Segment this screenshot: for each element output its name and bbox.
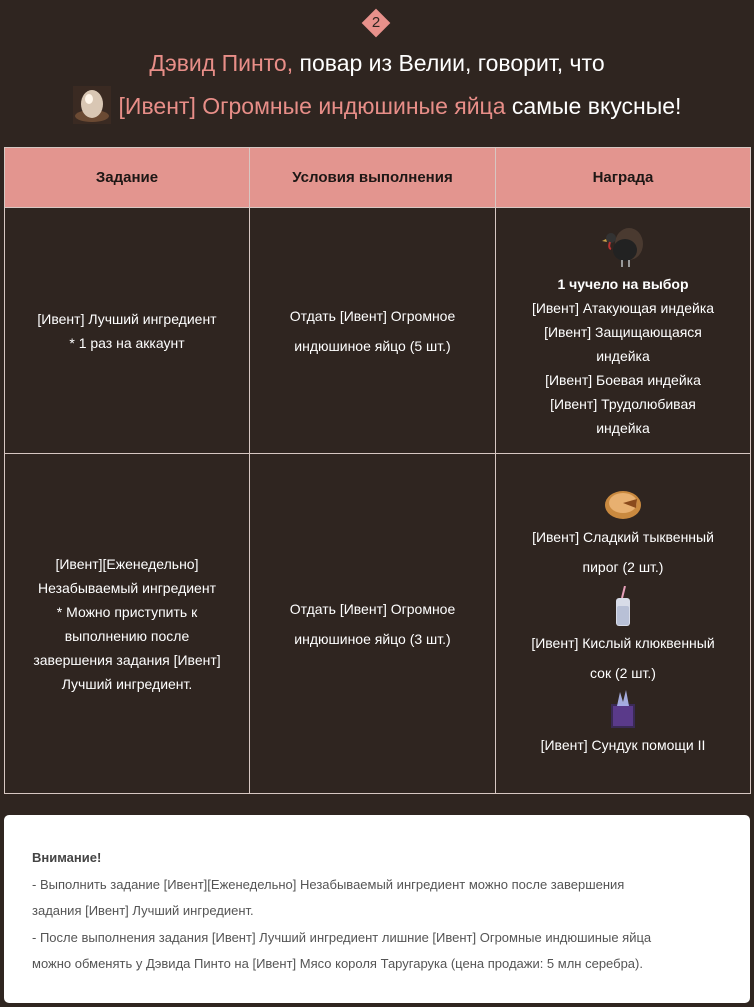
notice-title: Внимание! <box>32 850 102 865</box>
condition-text: индюшиное яйцо (5 шт.) <box>294 337 451 354</box>
condition-text: Отдать [Ивент] Огромное <box>289 600 456 617</box>
reward-cell <box>496 208 751 454</box>
quest-note: выполнению после <box>64 627 190 644</box>
header-quest: Задание <box>5 148 250 208</box>
reward-line: [Ивент] Атакующая индейка <box>531 299 715 316</box>
reward-line: [Ивент] Кислый клюквенный <box>531 634 715 651</box>
item-name: [Ивент] Огромные индюшиные яйца <box>118 93 506 120</box>
npc-name: Дэвид Пинто, <box>149 50 294 76</box>
quest-note: завершения задания [Ивент] <box>33 651 221 668</box>
quest-cell <box>5 454 250 794</box>
reward-line: [Ивент] Трудолюбивая <box>550 395 696 412</box>
step-badge <box>363 10 389 36</box>
reward-line: [Ивент] Защищающаяся <box>544 323 702 340</box>
quest-note: * 1 раз на аккаунт <box>69 334 185 351</box>
reward-line: индейка <box>596 419 650 436</box>
juice-icon <box>612 586 634 628</box>
quest-note: * Можно приступить к <box>56 603 198 620</box>
notice-line: можно обменять у Дэвида Пинто на [Ивент] Мясо короля Таругарука (цена продажи: 5 млн серебра). <box>32 956 643 971</box>
headline-line2-text: самые вкусные! <box>505 93 682 120</box>
table-row <box>5 208 751 454</box>
reward-line: сок (2 шт.) <box>590 664 656 681</box>
headline-line1 <box>0 50 754 77</box>
notice-line: задания [Ивент] Лучший ингредиент. <box>32 903 254 918</box>
header-condition: Условия выполнения <box>250 148 496 208</box>
turkey-icon <box>599 222 647 268</box>
condition-cell <box>250 454 496 794</box>
notice-line: - Выполнить задание [Ивент][Еженедельно] Незабываемый ингредиент можно после завершения <box>32 876 625 892</box>
condition-cell <box>250 208 496 454</box>
reward-line: [Ивент] Боевая индейка <box>545 371 701 388</box>
step-number: 2 <box>371 14 381 31</box>
chest-icon <box>607 690 639 730</box>
quest-name: Незабываемый ингредиент <box>38 579 216 596</box>
quest-note: Лучший ингредиент. <box>61 675 193 692</box>
condition-text: индюшиное яйцо (3 шт.) <box>294 630 451 647</box>
quest-name: [Ивент] Лучший ингредиент <box>37 310 217 327</box>
quest-name: [Ивент][Еженедельно] <box>55 555 199 572</box>
egg-icon <box>73 86 111 124</box>
reward-line: [Ивент] Сундук помощи II <box>540 736 706 753</box>
reward-line: пирог (2 шт.) <box>582 558 664 575</box>
notice-line: - После выполнения задания [Ивент] Лучший ингредиент лишние [Ивент] Огромные индюшиные яйца <box>32 929 652 945</box>
headline-line1-text: повар из Велии, говорит, что <box>293 50 605 76</box>
reward-line: [Ивент] Сладкий тыквенный <box>532 528 714 545</box>
pie-icon <box>603 488 643 522</box>
table-row <box>5 454 751 794</box>
condition-text: Отдать [Ивент] Огромное <box>289 307 456 324</box>
table-header-row <box>5 148 751 208</box>
quest-table <box>4 147 751 794</box>
headline-line2 <box>0 89 754 127</box>
quest-cell <box>5 208 250 454</box>
header-reward: Награда <box>496 148 751 208</box>
reward-cell <box>496 454 751 794</box>
reward-title: 1 чучело на выбор <box>557 275 689 292</box>
reward-line: индейка <box>596 347 650 364</box>
notice-box <box>4 815 750 1003</box>
